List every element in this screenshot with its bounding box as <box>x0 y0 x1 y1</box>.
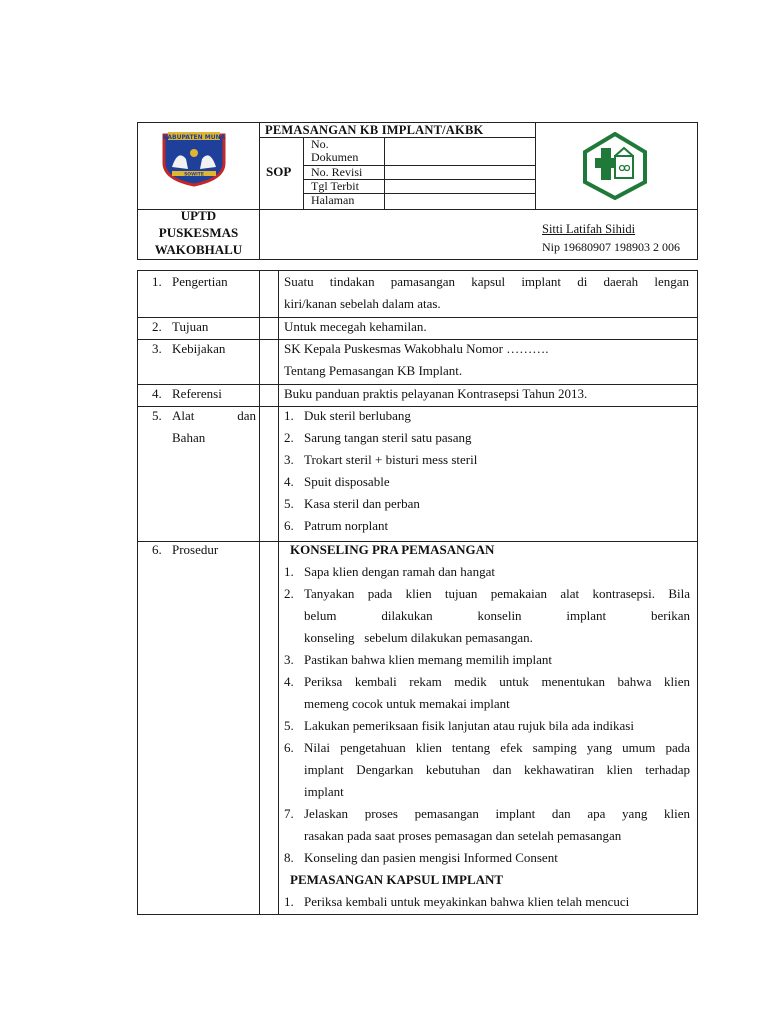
prosedur-list <box>284 539 690 913</box>
meta-no: No. <box>311 137 329 151</box>
row-label-tujuan: 2. Tujuan <box>152 319 209 334</box>
logo-banner-text: KABUPATEN MUNA <box>162 134 226 141</box>
kebijakan-line-2: Tentang Pemasangan KB Implant. <box>284 363 463 378</box>
sop-label: SOP <box>266 164 292 179</box>
alat-bahan-list <box>284 405 690 537</box>
row-label-referensi: 4. Referensi <box>152 386 222 401</box>
signatory-nip: Nip 19680907 198903 2 006 <box>542 240 680 254</box>
sop-content-table <box>137 270 698 915</box>
list-item: 5. Kasa steril dan perban <box>284 496 420 511</box>
meta-halaman: Halaman <box>311 193 355 207</box>
logo-cell <box>138 123 259 209</box>
sop-header-table <box>137 122 698 260</box>
pengertian-line-1: Suatu tindakan pamasangan kapsul implant di daerah lengan <box>284 274 689 289</box>
row-label-kebijakan: 3. Kebijakan <box>152 341 226 356</box>
logo-motto-text: SOWITE <box>184 172 204 178</box>
procedure-step: 6. Nilai pengetahuan klien tentang efek samping yang umum pada implant Dengarkan kebutuhan dan kekhawatiran klien terhadap implant <box>284 740 690 799</box>
org-line-3: WAKOBHALU <box>154 242 243 257</box>
list-item: 6. Patrum norplant <box>284 518 389 533</box>
procedure-step: 1. Sapa klien dengan ramah dan hangat <box>284 564 495 579</box>
meta-tgl-terbit: Tgl Terbit <box>311 179 359 193</box>
signatory-name: Sitti Latifah Sihidi <box>542 222 636 236</box>
procedure-step: 5. Lakukan pemeriksaan fisik lanjutan atau rujuk bila ada indikasi <box>284 718 634 733</box>
procedure-step: 7. Jelaskan proses pemasangan implant dan apa yang klien rasakan pada saat proses pemasagan dan setelah pemasangan <box>284 806 690 843</box>
row-label-pengertian: 1. Pengertian <box>152 274 228 289</box>
section-heading-konseling: KONSELING PRA PEMASANGAN <box>290 542 495 557</box>
procedure-step: 8. Konseling dan pasien mengisi Informed Consent <box>284 850 558 865</box>
list-item: 3. Trokart steril + bisturi mess steril <box>284 452 478 467</box>
meta-no-revisi: No. Revisi <box>311 165 363 179</box>
referensi-text: Buku panduan praktis pelayanan Kontrasepsi Tahun 2013. <box>284 386 588 401</box>
list-item: 4. Spuit disposable <box>284 474 390 489</box>
list-item: 2. Sarung tangan steril satu pasang <box>284 430 472 445</box>
section-heading-pemasangan: PEMASANGAN KAPSUL IMPLANT <box>290 872 504 887</box>
procedure-step: 4. Periksa kembali rekam medik untuk menentukan bahwa klien memeng cocok untuk memakai implant <box>284 674 690 711</box>
kebijakan-line-1: SK Kepala Puskesmas Wakobhalu Nomor ………. <box>284 341 549 356</box>
list-item: 1. Duk steril berlubang <box>284 408 411 423</box>
kemenkes-logo <box>581 132 649 200</box>
procedure-step: 1. Periksa kembali untuk meyakinkan bahwa klien telah mencuci <box>284 894 630 909</box>
kabupaten-muna-logo <box>158 129 230 187</box>
document-title: PEMASANGAN KB IMPLANT/AKBK <box>265 123 484 137</box>
org-line-1: UPTD <box>180 208 217 223</box>
row-label-bahan: Bahan <box>172 430 206 445</box>
pengertian-line-2: kiri/kanan sebelah dalam atas. <box>284 296 441 311</box>
row-label-prosedur: 6. Prosedur <box>152 542 219 557</box>
meta-dokumen: Dokumen <box>311 150 359 164</box>
procedure-step: 2. Tanyakan pada klien tujuan pemakaian alat kontrasepsi. Bila belum dilakukan konselin implant berikan konseling sebelum dilakukan pemasangan. <box>284 586 690 645</box>
procedure-step: 3. Pastikan bahwa klien memang memilih implant <box>284 652 553 667</box>
organization-name <box>138 207 259 258</box>
row-label-alat-bahan: 5. Alat dan <box>152 408 256 423</box>
tujuan-text: Untuk mecegah kehamilan. <box>284 319 427 334</box>
org-line-2: PUSKESMAS <box>158 225 239 240</box>
